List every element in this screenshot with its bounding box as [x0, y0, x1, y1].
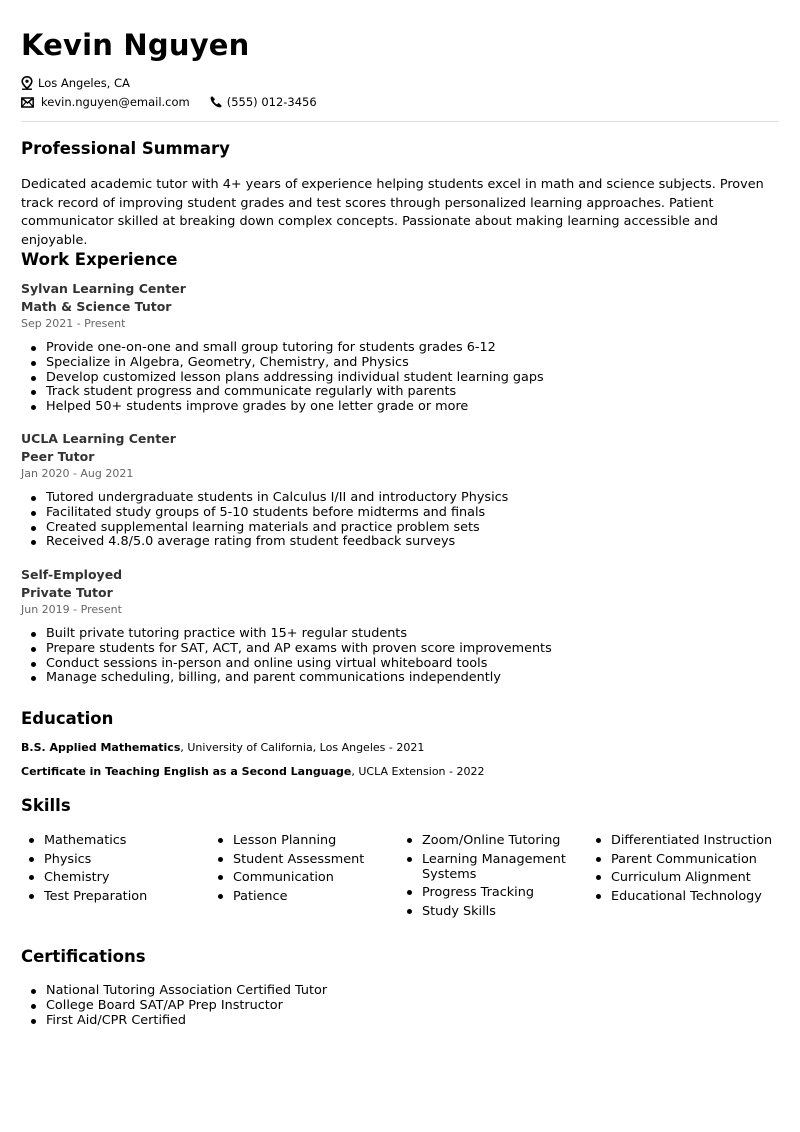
education-details: , UCLA Extension - 2022 — [351, 765, 485, 778]
skills-column-1 — [21, 833, 201, 907]
education-heading: Education — [21, 709, 114, 728]
phone-icon — [210, 96, 222, 108]
skill-item: Patience — [210, 889, 390, 904]
job-dates: Jan 2020 - Aug 2021 — [21, 467, 134, 480]
job-role: Private Tutor — [21, 584, 113, 600]
list-item: First Aid/CPR Certified — [21, 1014, 327, 1029]
skill-item: Progress Tracking — [399, 885, 577, 900]
job-dates: Sep 2021 - Present — [21, 317, 126, 330]
list-item: Facilitated study groups of 5-10 students before midterms and finals — [21, 506, 779, 521]
list-item: Helped 50+ students improve grades by one letter grade or more — [21, 400, 779, 415]
skill-item: Chemistry — [21, 870, 201, 885]
education-details: , University of California, Los Angeles - 2021 — [180, 741, 425, 754]
location-text: Los Angeles, CA — [38, 76, 130, 90]
list-item: Received 4.8/5.0 average rating from student feedback surveys — [21, 535, 779, 550]
list-item: Tutored undergraduate students in Calculus I/II and introductory Physics — [21, 491, 779, 506]
job-bullets — [21, 341, 779, 415]
envelope-icon — [21, 97, 34, 108]
skill-item: Zoom/Online Tutoring — [399, 833, 577, 848]
skills-column-4 — [588, 833, 779, 907]
phone-item[interactable] — [210, 95, 317, 109]
job-company: Self-Employed — [21, 567, 123, 582]
skills-heading: Skills — [21, 796, 71, 815]
skill-item: Communication — [210, 870, 390, 885]
education-entry-1 — [21, 741, 424, 754]
skill-item: Learning Management Systems — [399, 852, 577, 882]
skill-item: Test Preparation — [21, 889, 201, 904]
job-bullets — [21, 491, 779, 550]
job-entry-2 — [21, 430, 779, 550]
skill-item: Parent Communication — [588, 852, 779, 867]
email-text[interactable]: kevin.nguyen@email.com — [41, 95, 190, 109]
job-bullets — [21, 627, 779, 686]
contact-row-location — [21, 76, 150, 90]
skill-item: Educational Technology — [588, 889, 779, 904]
experience-heading: Work Experience — [21, 250, 178, 269]
list-item: Created supplemental learning materials and practice problem sets — [21, 521, 779, 536]
summary-heading: Professional Summary — [21, 139, 230, 158]
job-role: Peer Tutor — [21, 448, 95, 464]
list-item: Built private tutoring practice with 15+ regular students — [21, 627, 779, 642]
header-divider — [21, 121, 779, 122]
contact-row-email-phone — [21, 95, 337, 109]
job-company: UCLA Learning Center — [21, 431, 176, 446]
list-item: Track student progress and communicate regularly with parents — [21, 385, 779, 400]
education-degree: B.S. Applied Mathematics — [21, 741, 181, 754]
list-item: Provide one-on-one and small group tutoring for students grades 6-12 — [21, 341, 779, 356]
list-item: Specialize in Algebra, Geometry, Chemistry, and Physics — [21, 356, 779, 371]
job-entry-3 — [21, 566, 779, 686]
skill-item: Study Skills — [399, 904, 577, 919]
certifications-list — [21, 984, 327, 1028]
location-item — [21, 76, 130, 90]
education-degree: Certificate in Teaching English as a Second Language — [21, 765, 352, 778]
list-item: Prepare students for SAT, ACT, and AP exams with proven score improvements — [21, 642, 779, 657]
skill-item: Curriculum Alignment — [588, 870, 779, 885]
candidate-name: Kevin Nguyen — [21, 28, 250, 62]
education-entry-2 — [21, 765, 484, 778]
skill-item: Mathematics — [21, 833, 201, 848]
list-item: Conduct sessions in-person and online using virtual whiteboard tools — [21, 657, 779, 672]
skills-column-2 — [210, 833, 390, 907]
job-entry-1 — [21, 280, 779, 415]
summary-text: Dedicated academic tutor with 4+ years of experience helping students excel in math and science subjects. Proven track record of improving student grades and test scores through personalized learning approaches. Patient communicator skilled at breaking down complex concepts. Passionate about making learning accessible and enjoyable. — [21, 177, 764, 248]
certifications-heading: Certifications — [21, 947, 146, 966]
skill-item: Differentiated Instruction — [588, 833, 779, 848]
list-item: Develop customized lesson plans addressing individual student learning gaps — [21, 371, 779, 386]
map-pin-icon — [21, 76, 33, 90]
job-dates: Jun 2019 - Present — [21, 603, 122, 616]
list-item: College Board SAT/AP Prep Instructor — [21, 999, 327, 1014]
email-item[interactable] — [21, 95, 190, 109]
list-item: Manage scheduling, billing, and parent communications independently — [21, 671, 779, 686]
job-role: Math & Science Tutor — [21, 298, 172, 314]
skill-item: Physics — [21, 852, 201, 867]
skill-item: Student Assessment — [210, 852, 390, 867]
phone-text[interactable]: (555) 012-3456 — [226, 95, 317, 109]
skills-column-3 — [399, 833, 577, 922]
skill-item: Lesson Planning — [210, 833, 390, 848]
list-item: National Tutoring Association Certified Tutor — [21, 984, 327, 999]
job-company: Sylvan Learning Center — [21, 281, 186, 296]
